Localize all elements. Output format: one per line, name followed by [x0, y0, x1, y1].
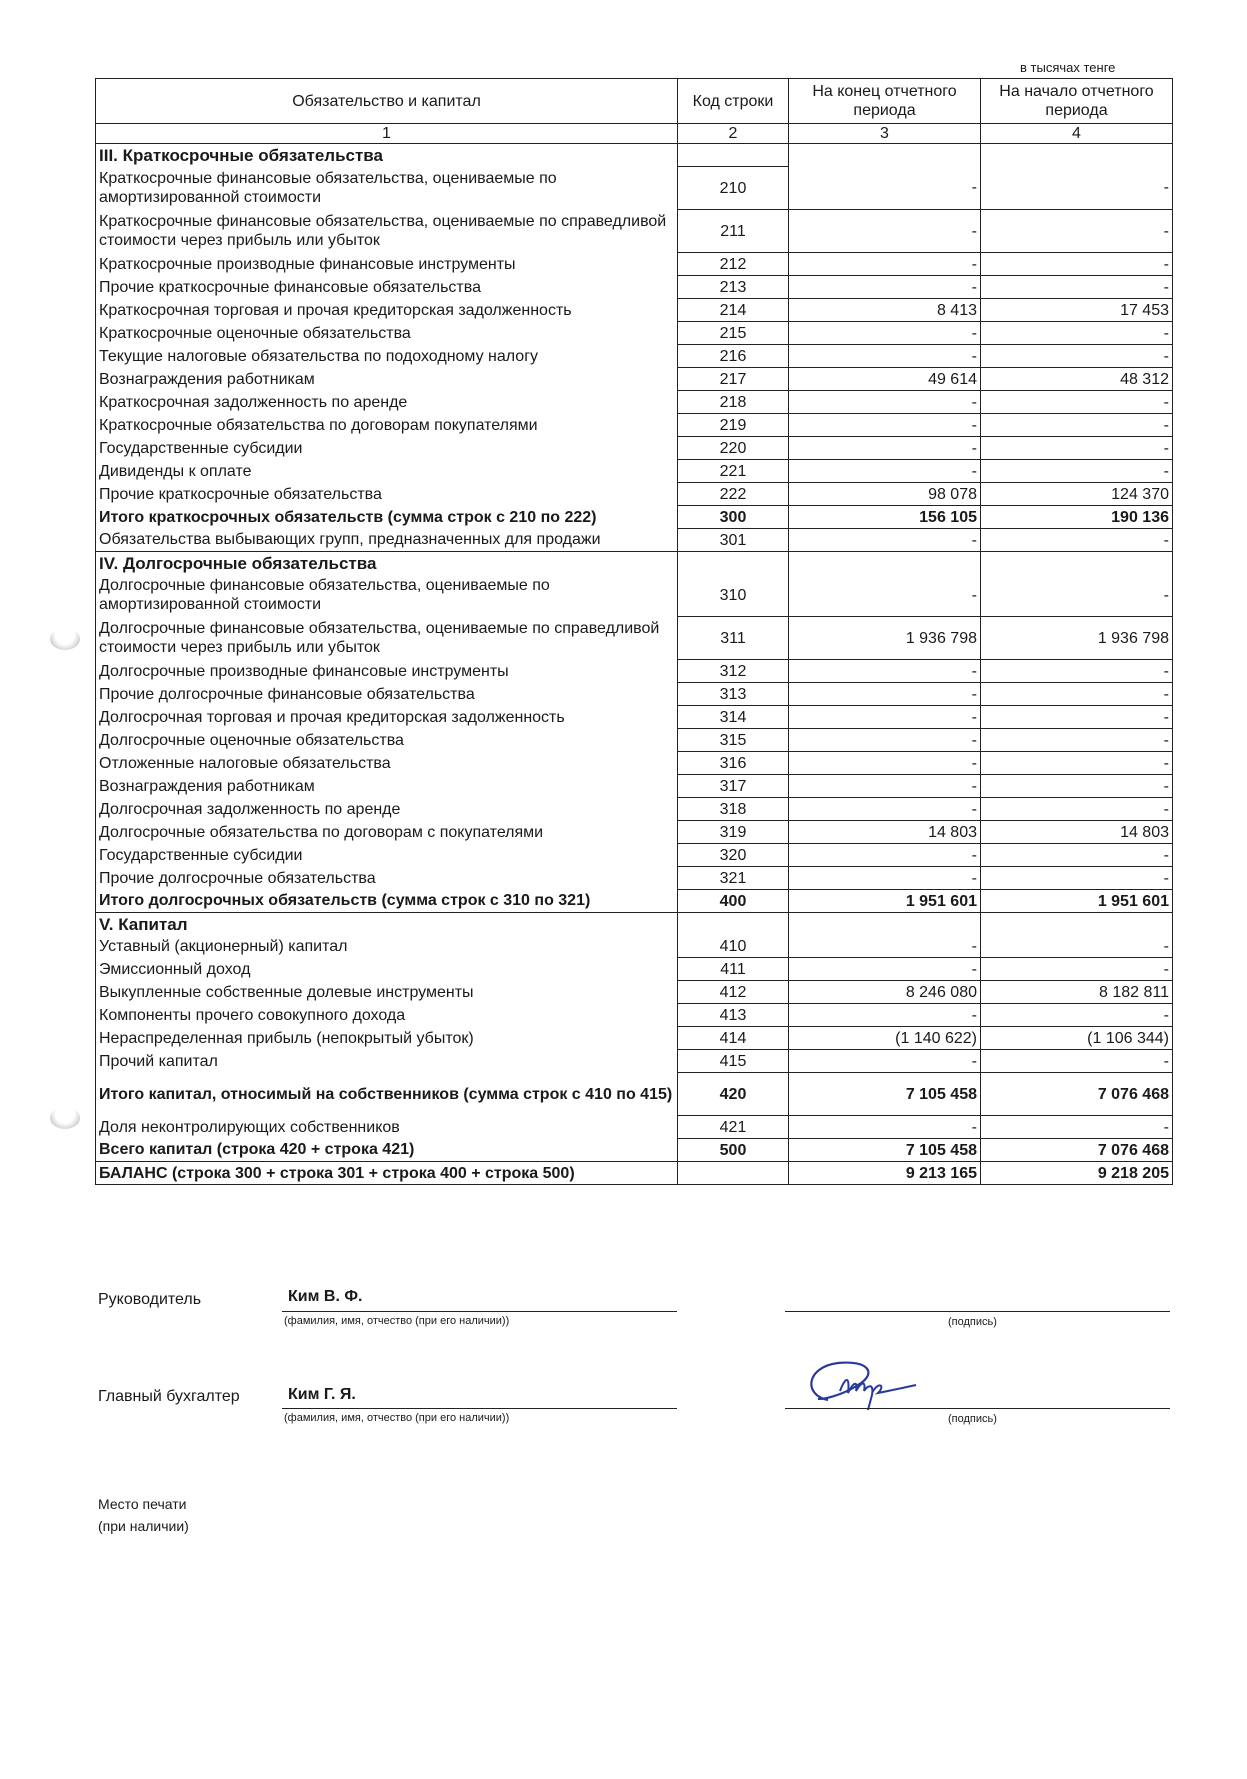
row-value-end: 14 803 — [789, 821, 981, 844]
row-label: Долгосрочные финансовые обязательства, оцениваемые по амортизированной стоимости — [96, 574, 678, 617]
row-value-end: - — [789, 253, 981, 276]
row-value-start: - — [981, 391, 1173, 414]
row-code: 312 — [678, 660, 789, 683]
row-code: 212 — [678, 253, 789, 276]
table-body — [96, 144, 1173, 1185]
row-value-start: - — [981, 414, 1173, 437]
row-code: 218 — [678, 391, 789, 414]
row-code: 318 — [678, 798, 789, 821]
table-row — [96, 1050, 1173, 1073]
section-title-row — [96, 552, 1173, 575]
row-code: 216 — [678, 345, 789, 368]
row-label: Вознаграждения работникам — [96, 775, 678, 798]
row-code: 211 — [678, 210, 789, 253]
table-row — [96, 299, 1173, 322]
row-value-end: - — [789, 867, 981, 890]
handwritten-signature-icon — [798, 1355, 948, 1415]
director-sign-line — [785, 1311, 1170, 1312]
row-value-end: - — [789, 276, 981, 299]
table-row — [96, 1116, 1173, 1139]
row-value-end: - — [789, 958, 981, 981]
row-value-end: - — [789, 798, 981, 821]
row-label: Эмиссионный доход — [96, 958, 678, 981]
table-row — [96, 729, 1173, 752]
row-value-end: - — [789, 574, 981, 617]
row-code: 313 — [678, 683, 789, 706]
row-value-end: 98 078 — [789, 483, 981, 506]
row-value-start: - — [981, 660, 1173, 683]
row-value-start: - — [981, 958, 1173, 981]
column-index-row — [96, 124, 1173, 144]
row-code: 213 — [678, 276, 789, 299]
row-code: 414 — [678, 1027, 789, 1050]
row-code: 321 — [678, 867, 789, 890]
row-label: Обязательства выбывающих групп, предназначенных для продажи — [96, 529, 678, 552]
row-value-end: - — [789, 210, 981, 253]
row-label: Выкупленные собственные долевые инструменты — [96, 981, 678, 1004]
table-row — [96, 981, 1173, 1004]
section-title-row — [96, 913, 1173, 936]
row-code: 415 — [678, 1050, 789, 1073]
row-value-end: - — [789, 1116, 981, 1139]
table-row — [96, 617, 1173, 660]
row-code: 500 — [678, 1139, 789, 1162]
row-label: Долгосрочные обязательства по договорам с покупателями — [96, 821, 678, 844]
accountant-sign-line — [785, 1408, 1170, 1409]
table-row — [96, 414, 1173, 437]
row-value-start: 8 182 811 — [981, 981, 1173, 1004]
table-row — [96, 253, 1173, 276]
row-value-end: 8 246 080 — [789, 981, 981, 1004]
row-value-start: - — [981, 460, 1173, 483]
punch-hole — [50, 1107, 80, 1129]
row-code: 310 — [678, 574, 789, 617]
row-value-end: - — [789, 414, 981, 437]
row-label: Итого краткосрочных обязательств (сумма строк с 210 по 222) — [96, 506, 678, 529]
stamp-line2: (при наличии) — [98, 1518, 189, 1534]
table-row — [96, 821, 1173, 844]
row-value-start: - — [981, 844, 1173, 867]
table-row — [96, 322, 1173, 345]
row-code: 315 — [678, 729, 789, 752]
section-title: III. Краткосрочные обязательства — [96, 144, 678, 167]
row-label: Краткосрочные оценочные обязательства — [96, 322, 678, 345]
table-row — [96, 752, 1173, 775]
row-label: Долгосрочная задолженность по аренде — [96, 798, 678, 821]
row-value-end: 49 614 — [789, 368, 981, 391]
table-row — [96, 1027, 1173, 1050]
row-value-start: - — [981, 775, 1173, 798]
row-value-end: - — [789, 683, 981, 706]
code-cell — [678, 144, 789, 167]
row-code: 301 — [678, 529, 789, 552]
row-value-start: - — [981, 529, 1173, 552]
row-value-end: - — [789, 167, 981, 210]
row-label: Долгосрочные производные финансовые инструменты — [96, 660, 678, 683]
table-row — [96, 483, 1173, 506]
row-label: Прочие долгосрочные обязательства — [96, 867, 678, 890]
row-value-end: - — [789, 460, 981, 483]
table-row — [96, 775, 1173, 798]
row-label: Государственные субсидии — [96, 437, 678, 460]
row-label: Краткосрочные производные финансовые инструменты — [96, 253, 678, 276]
row-label: Уставный (акционерный) капитал — [96, 935, 678, 958]
table-row — [96, 660, 1173, 683]
row-value-start: - — [981, 210, 1173, 253]
row-value-end: - — [789, 844, 981, 867]
row-code: 210 — [678, 167, 789, 210]
row-value-start: - — [981, 322, 1173, 345]
row-code — [678, 1162, 789, 1185]
header-code: Код строки — [678, 79, 789, 124]
row-label: Долгосрочные оценочные обязательства — [96, 729, 678, 752]
table-row — [96, 867, 1173, 890]
row-label: Нераспределенная прибыль (непокрытый убыток) — [96, 1027, 678, 1050]
code-cell — [678, 913, 789, 936]
table-row — [96, 958, 1173, 981]
balance-sheet-table — [95, 78, 1173, 1185]
accountant-sign-caption: (подпись) — [948, 1413, 997, 1425]
value-start — [981, 913, 1173, 936]
accountant-role: Главный бухгалтер — [98, 1388, 240, 1405]
table-row — [96, 276, 1173, 299]
section-title: IV. Долгосрочные обязательства — [96, 552, 678, 575]
row-value-end: 9 213 165 — [789, 1162, 981, 1185]
row-label: Государственные субсидии — [96, 844, 678, 867]
row-value-end: - — [789, 752, 981, 775]
section-title: V. Капитал — [96, 913, 678, 936]
row-value-end: - — [789, 935, 981, 958]
row-code: 400 — [678, 890, 789, 913]
row-code: 215 — [678, 322, 789, 345]
row-label: Прочие долгосрочные финансовые обязательства — [96, 683, 678, 706]
header-end: На конец отчетного периода — [789, 79, 981, 124]
director-role: Руководитель — [98, 1291, 202, 1308]
row-value-start: - — [981, 253, 1173, 276]
table-row — [96, 167, 1173, 210]
row-label: БАЛАНС (строка 300 + строка 301 + строка 400 + строка 500) — [96, 1162, 678, 1185]
row-value-end: 1 951 601 — [789, 890, 981, 913]
table-row — [96, 437, 1173, 460]
table-row — [96, 529, 1173, 552]
row-value-start: 1 951 601 — [981, 890, 1173, 913]
table-row — [96, 683, 1173, 706]
row-code: 214 — [678, 299, 789, 322]
row-label: Долгосрочная торговая и прочая кредиторская задолженность — [96, 706, 678, 729]
table-header-row — [96, 79, 1173, 124]
row-code: 217 — [678, 368, 789, 391]
row-value-start: 7 076 468 — [981, 1139, 1173, 1162]
table-row — [96, 890, 1173, 913]
row-value-end: 156 105 — [789, 506, 981, 529]
row-value-end: - — [789, 660, 981, 683]
row-value-start: 190 136 — [981, 506, 1173, 529]
header-start: На начало отчетного периода — [981, 79, 1173, 124]
row-value-end: (1 140 622) — [789, 1027, 981, 1050]
row-value-start: - — [981, 276, 1173, 299]
table-row — [96, 1004, 1173, 1027]
row-label: Дивиденды к оплате — [96, 460, 678, 483]
index-3: 3 — [789, 124, 981, 144]
row-value-start: - — [981, 1050, 1173, 1073]
director-name-caption: (фамилия, имя, отчество (при его наличии)) — [284, 1315, 510, 1327]
accountant-name-caption: (фамилия, имя, отчество (при его наличии)) — [284, 1412, 510, 1424]
table-row — [96, 1139, 1173, 1162]
row-value-start: - — [981, 1004, 1173, 1027]
index-2: 2 — [678, 124, 789, 144]
row-value-start: - — [981, 867, 1173, 890]
row-value-start: - — [981, 574, 1173, 617]
row-value-start: - — [981, 935, 1173, 958]
row-value-start: - — [981, 798, 1173, 821]
row-value-start: - — [981, 437, 1173, 460]
row-code: 220 — [678, 437, 789, 460]
row-code: 300 — [678, 506, 789, 529]
row-label: Доля неконтролирующих собственников — [96, 1116, 678, 1139]
row-value-end: - — [789, 706, 981, 729]
punch-hole — [50, 628, 80, 650]
table-row — [96, 935, 1173, 958]
row-value-end: 7 105 458 — [789, 1139, 981, 1162]
row-code: 219 — [678, 414, 789, 437]
table-row — [96, 368, 1173, 391]
row-label: Компоненты прочего совокупного дохода — [96, 1004, 678, 1027]
accountant-name-line — [282, 1408, 677, 1409]
section-title-row — [96, 144, 1173, 167]
table-row — [96, 798, 1173, 821]
row-code: 413 — [678, 1004, 789, 1027]
row-value-start: - — [981, 167, 1173, 210]
table-row — [96, 1162, 1173, 1185]
row-label: Прочие краткосрочные финансовые обязательства — [96, 276, 678, 299]
stamp-placeholder — [98, 1493, 189, 1537]
row-code: 319 — [678, 821, 789, 844]
value-end — [789, 552, 981, 575]
row-label: Всего капитал (строка 420 + строка 421) — [96, 1139, 678, 1162]
row-label: Краткосрочная задолженность по аренде — [96, 391, 678, 414]
row-value-start: 1 936 798 — [981, 617, 1173, 660]
row-label: Краткосрочные финансовые обязательства, оцениваемые по амортизированной стоимости — [96, 167, 678, 210]
row-value-end: - — [789, 391, 981, 414]
row-label: Долгосрочные финансовые обязательства, оцениваемые по справедливой стоимости через прибыль или убыток — [96, 617, 678, 660]
table-row — [96, 460, 1173, 483]
row-value-start: 7 076 468 — [981, 1073, 1173, 1116]
row-value-start: 17 453 — [981, 299, 1173, 322]
value-start — [981, 144, 1173, 167]
row-code: 420 — [678, 1073, 789, 1116]
row-value-start: - — [981, 706, 1173, 729]
row-value-end: 1 936 798 — [789, 617, 981, 660]
row-value-start: - — [981, 683, 1173, 706]
row-label: Краткосрочные финансовые обязательства, оцениваемые по справедливой стоимости через прибыль или убыток — [96, 210, 678, 253]
table-row — [96, 844, 1173, 867]
table-row — [96, 1073, 1173, 1116]
units-note: в тысячах тенге — [1020, 60, 1116, 75]
row-value-end: - — [789, 1004, 981, 1027]
row-value-start: - — [981, 1116, 1173, 1139]
row-code: 421 — [678, 1116, 789, 1139]
index-4: 4 — [981, 124, 1173, 144]
director-sign-caption: (подпись) — [948, 1316, 997, 1328]
row-label: Прочие краткосрочные обязательства — [96, 483, 678, 506]
accountant-name: Ким Г. Я. — [288, 1386, 356, 1403]
row-value-start: 9 218 205 — [981, 1162, 1173, 1185]
row-value-end: - — [789, 322, 981, 345]
row-code: 317 — [678, 775, 789, 798]
row-value-end: - — [789, 775, 981, 798]
row-value-end: - — [789, 437, 981, 460]
row-value-end: - — [789, 345, 981, 368]
table-row — [96, 391, 1173, 414]
value-start — [981, 552, 1173, 575]
row-value-start: - — [981, 752, 1173, 775]
row-code: 222 — [678, 483, 789, 506]
value-end — [789, 144, 981, 167]
row-label: Отложенные налоговые обязательства — [96, 752, 678, 775]
table-row — [96, 345, 1173, 368]
row-value-start: 48 312 — [981, 368, 1173, 391]
director-name: Ким В. Ф. — [288, 1288, 363, 1305]
row-code: 221 — [678, 460, 789, 483]
row-code: 316 — [678, 752, 789, 775]
row-label: Вознаграждения работникам — [96, 368, 678, 391]
row-label: Прочий капитал — [96, 1050, 678, 1073]
row-value-start: 14 803 — [981, 821, 1173, 844]
stamp-line1: Место печати — [98, 1496, 187, 1512]
code-cell — [678, 552, 789, 575]
row-code: 311 — [678, 617, 789, 660]
row-value-start: - — [981, 345, 1173, 368]
row-value-end: - — [789, 1050, 981, 1073]
value-end — [789, 913, 981, 936]
row-label: Итого долгосрочных обязательств (сумма строк с 310 по 321) — [96, 890, 678, 913]
row-code: 412 — [678, 981, 789, 1004]
row-label: Краткосрочная торговая и прочая кредиторская задолженность — [96, 299, 678, 322]
row-value-start: 124 370 — [981, 483, 1173, 506]
row-label: Краткосрочные обязательства по договорам покупателями — [96, 414, 678, 437]
row-value-start: (1 106 344) — [981, 1027, 1173, 1050]
table-row — [96, 706, 1173, 729]
index-1: 1 — [96, 124, 678, 144]
row-label: Итого капитал, относимый на собственников (сумма строк с 410 по 415) — [96, 1073, 678, 1116]
row-code: 410 — [678, 935, 789, 958]
header-item: Обязательство и капитал — [96, 79, 678, 124]
row-value-end: - — [789, 729, 981, 752]
table-row — [96, 210, 1173, 253]
row-code: 411 — [678, 958, 789, 981]
director-name-line — [282, 1311, 677, 1312]
table-row — [96, 574, 1173, 617]
row-label: Текущие налоговые обязательства по подоходному налогу — [96, 345, 678, 368]
table-row — [96, 506, 1173, 529]
row-code: 320 — [678, 844, 789, 867]
row-value-end: 7 105 458 — [789, 1073, 981, 1116]
row-code: 314 — [678, 706, 789, 729]
row-value-start: - — [981, 729, 1173, 752]
row-value-end: - — [789, 529, 981, 552]
row-value-end: 8 413 — [789, 299, 981, 322]
